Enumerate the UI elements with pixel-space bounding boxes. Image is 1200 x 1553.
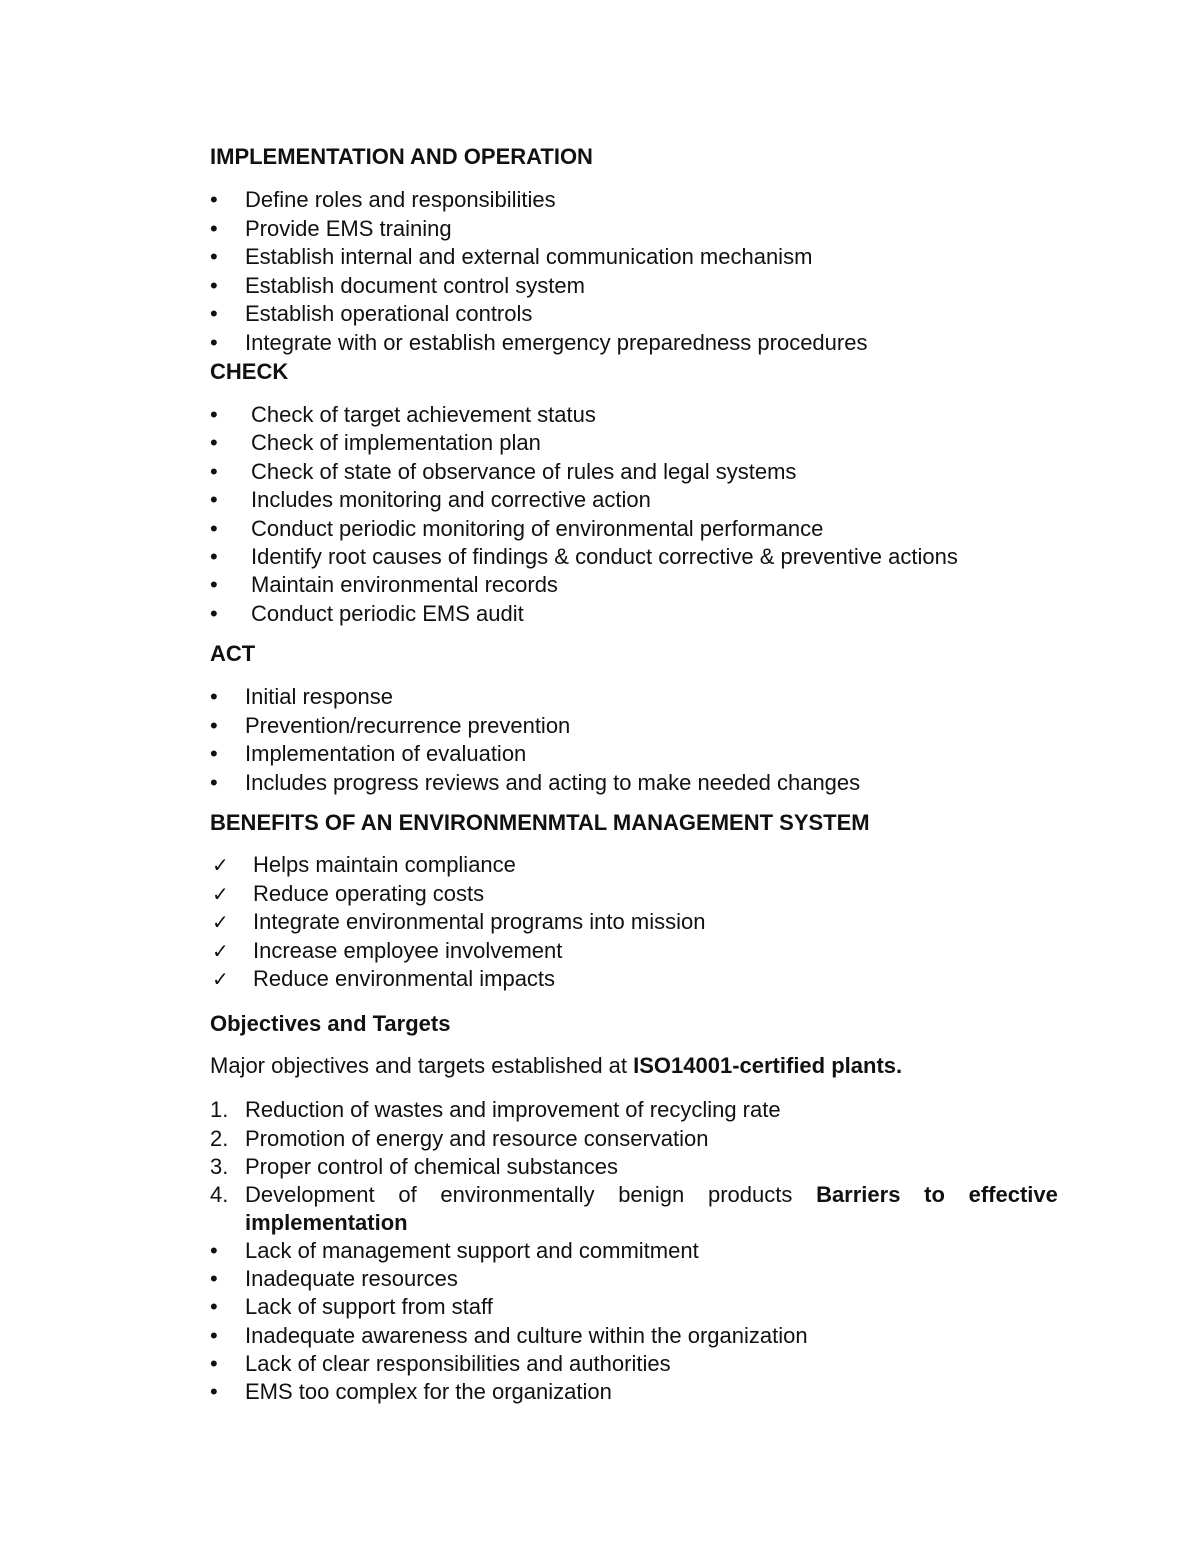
- bullet-icon: •: [210, 1266, 218, 1292]
- list-item-text: Check of target achievement status: [251, 402, 596, 427]
- list-item-text: Lack of support from staff: [245, 1294, 493, 1320]
- objectives-intro-bold: ISO14001-certified plants.: [633, 1053, 903, 1078]
- bullet-icon: •: [210, 1379, 218, 1404]
- list-item-text: Conduct periodic monitoring of environmental performance: [251, 515, 824, 541]
- list-item-text: Check of state of observance of rules and legal systems: [251, 458, 797, 484]
- bullet-icon: •: [210, 1238, 218, 1263]
- list-item-text: Establish operational controls: [245, 301, 533, 327]
- list-item-text: Increase employee involvement: [253, 937, 563, 963]
- list-item-text: Implementation of evaluation: [245, 741, 527, 767]
- checkmark-icon: ✓: [212, 853, 229, 877]
- bullet-icon: •: [210, 684, 218, 709]
- word: of: [398, 1182, 417, 1207]
- objectives-intro: [210, 1053, 902, 1079]
- list-item-text: Helps maintain compliance: [253, 852, 516, 877]
- word: environmentally: [440, 1182, 595, 1207]
- bullet-icon: •: [210, 301, 218, 327]
- list-item-text: Define roles and responsibilities: [245, 187, 556, 212]
- bullet-icon: •: [210, 544, 218, 569]
- list-item-text: Establish document control system: [245, 272, 585, 298]
- list-number: 1.: [210, 1097, 229, 1122]
- list-item-text: Lack of management support and commitment: [245, 1238, 699, 1263]
- implementation-heading: IMPLEMENTATION AND OPERATION: [210, 144, 593, 169]
- list-item-text: Check of implementation plan: [251, 430, 541, 456]
- list-item-text: Initial response: [245, 684, 393, 709]
- list-item-text: Prevention/recurrence prevention: [245, 712, 571, 738]
- act-heading: ACT: [210, 641, 256, 666]
- list-item-text: Integrate with or establish emergency preparedness procedures: [245, 330, 868, 355]
- list-item-text: Reduce environmental impacts: [253, 966, 556, 992]
- list-item-text: Inadequate awareness and culture within the organization: [245, 1322, 808, 1348]
- list-item-text: Integrate environmental programs into mission: [253, 909, 706, 935]
- word: benign: [618, 1182, 685, 1207]
- list-item-text: Maintain environmental records: [251, 572, 558, 598]
- bullet-icon: •: [210, 1322, 218, 1348]
- objectives-intro-text: Major objectives and targets established at: [210, 1053, 634, 1078]
- bold-word: effective: [968, 1182, 1058, 1207]
- check-heading: CHECK: [210, 359, 289, 384]
- list-item-text: Lack of clear responsibilities and authorities: [245, 1350, 671, 1376]
- checkmark-icon: ✓: [212, 938, 229, 963]
- list-number: 2.: [210, 1125, 229, 1151]
- bullet-icon: •: [210, 769, 218, 795]
- bullet-icon: •: [210, 215, 218, 241]
- bullet-icon: •: [210, 458, 218, 484]
- list-number: 4.: [210, 1182, 229, 1207]
- objectives-heading: Objectives and Targets: [210, 1011, 451, 1036]
- word: Development: [245, 1182, 375, 1207]
- list-item-text: Includes monitoring and corrective action: [251, 487, 651, 513]
- bullet-icon: •: [210, 741, 218, 767]
- list-item-text: Inadequate resources: [245, 1266, 458, 1292]
- objectives-item-4-continued: implementation: [245, 1210, 408, 1235]
- list-item-text: EMS too complex for the organization: [245, 1379, 612, 1404]
- bullet-icon: •: [210, 430, 218, 456]
- bullet-icon: •: [210, 572, 218, 598]
- bullet-icon: •: [210, 600, 218, 626]
- bold-word: to: [924, 1182, 945, 1207]
- list-item-text: Establish internal and external communication mechanism: [245, 244, 813, 270]
- checkmark-icon: ✓: [212, 910, 229, 935]
- list-item-text: Promotion of energy and resource conservation: [245, 1125, 709, 1151]
- word: products: [707, 1182, 793, 1207]
- bullet-icon: •: [210, 1350, 218, 1376]
- list-item-text: Reduction of wastes and improvement of recycling rate: [245, 1097, 781, 1122]
- list-number: 3.: [210, 1154, 229, 1179]
- checkmark-icon: ✓: [212, 881, 229, 906]
- list-item-text: Identify root causes of findings & conduct corrective & preventive actions: [251, 544, 958, 569]
- list-item-text: Reduce operating costs: [253, 880, 485, 906]
- bold-word: Barriers: [816, 1182, 901, 1207]
- bullet-icon: •: [210, 244, 218, 270]
- list-item-text: Includes progress reviews and acting to make needed changes: [245, 769, 861, 795]
- bullet-icon: •: [210, 712, 218, 738]
- bullet-icon: •: [210, 330, 218, 355]
- objectives-item-4: [245, 1182, 1058, 1208]
- list-item-text: Provide EMS training: [245, 215, 452, 241]
- benefits-heading: BENEFITS OF AN ENVIRONMENMTAL MANAGEMENT SYSTEM: [210, 810, 870, 835]
- bullet-icon: •: [210, 272, 218, 298]
- bullet-icon: •: [210, 402, 218, 427]
- bullet-icon: •: [210, 515, 218, 541]
- bullet-icon: •: [210, 487, 218, 513]
- bullet-icon: •: [210, 187, 218, 212]
- list-item-text: Proper control of chemical substances: [245, 1154, 618, 1179]
- list-item-text: Conduct periodic EMS audit: [251, 600, 524, 626]
- bullet-icon: •: [210, 1294, 218, 1320]
- checkmark-icon: ✓: [212, 967, 229, 992]
